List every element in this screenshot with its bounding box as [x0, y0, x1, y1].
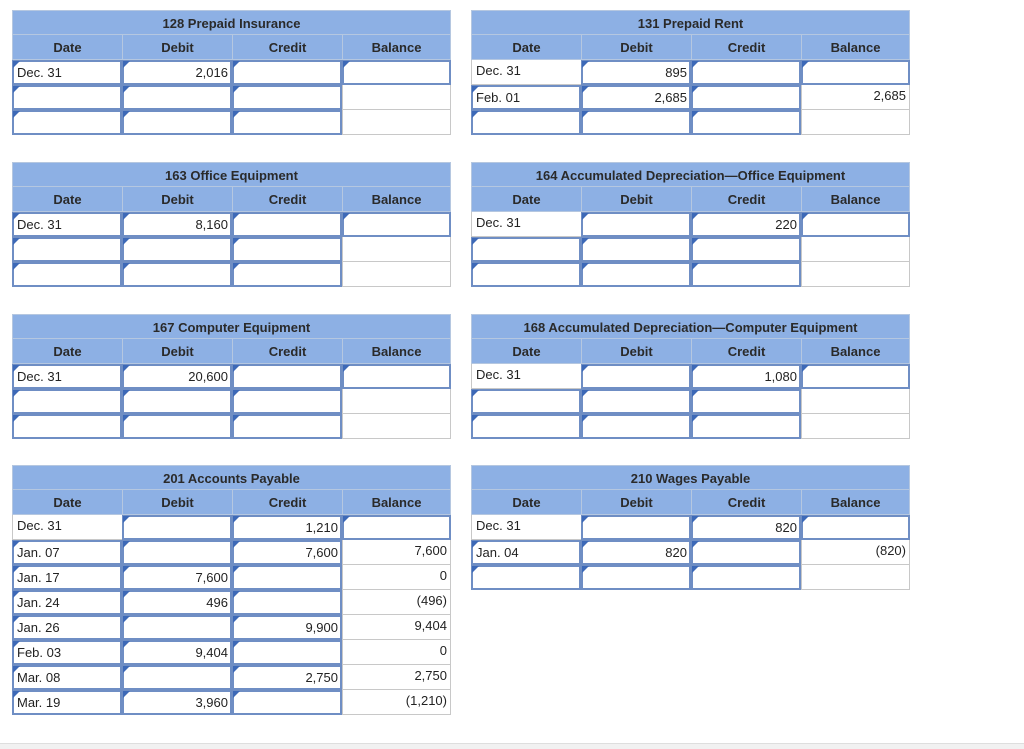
- row-2-credit-input[interactable]: [691, 389, 801, 414]
- column-header-credit: Credit: [691, 339, 801, 364]
- row-2-balance-cell: [801, 389, 910, 414]
- ledger-prepaid-rent: [471, 10, 910, 135]
- row-1-date-input[interactable]: Dec. 31: [12, 364, 122, 389]
- column-header-credit: Credit: [232, 35, 342, 60]
- row-3-date-input[interactable]: [12, 110, 122, 135]
- row-7-credit-input[interactable]: 2,750: [232, 665, 342, 690]
- row-1-date-input[interactable]: Dec. 31: [12, 60, 122, 85]
- row-2-credit-input[interactable]: [232, 389, 342, 414]
- row-1-date-cell: Dec. 31: [471, 212, 581, 237]
- row-3-date-input[interactable]: [12, 262, 122, 287]
- row-3-date-input[interactable]: [471, 262, 581, 287]
- row-2-balance-cell: [801, 237, 910, 262]
- row-4-date-input[interactable]: Jan. 24: [12, 590, 122, 615]
- column-header-credit: Credit: [691, 187, 801, 212]
- row-2-credit-input[interactable]: [232, 237, 342, 262]
- column-header-debit: Debit: [122, 490, 232, 515]
- row-3-balance-cell: 0: [342, 565, 451, 590]
- row-1-credit-input[interactable]: 220: [691, 212, 801, 237]
- row-2-date-input[interactable]: Jan. 04: [471, 540, 581, 565]
- column-header-balance: Balance: [342, 35, 451, 60]
- ledger-title: 128 Prepaid Insurance: [12, 10, 451, 35]
- row-3-credit-input[interactable]: [232, 262, 342, 287]
- row-3-debit-input[interactable]: 7,600: [122, 565, 232, 590]
- column-header-debit: Debit: [581, 187, 691, 212]
- row-1-debit-input[interactable]: 8,160: [122, 212, 232, 237]
- ledger-title: 131 Prepaid Rent: [471, 10, 910, 35]
- column-header-debit: Debit: [581, 339, 691, 364]
- row-2-date-input[interactable]: [12, 389, 122, 414]
- row-1-balance-input[interactable]: [342, 212, 451, 237]
- row-6-credit-input[interactable]: [232, 640, 342, 665]
- row-6-balance-cell: 0: [342, 640, 451, 665]
- column-header-credit: Credit: [232, 490, 342, 515]
- ledger-title: 163 Office Equipment: [12, 162, 451, 187]
- row-2-date-input[interactable]: [471, 389, 581, 414]
- row-5-credit-input[interactable]: 9,900: [232, 615, 342, 640]
- ledger-office-equipment: [12, 162, 451, 287]
- row-2-credit-input[interactable]: [691, 85, 801, 110]
- row-4-balance-cell: (496): [342, 590, 451, 615]
- row-6-debit-input[interactable]: 9,404: [122, 640, 232, 665]
- row-1-debit-input[interactable]: [122, 515, 232, 540]
- row-1-debit-input[interactable]: 2,016: [122, 60, 232, 85]
- row-3-balance-cell: [801, 262, 910, 287]
- row-2-date-input[interactable]: [12, 85, 122, 110]
- row-3-credit-input[interactable]: [691, 262, 801, 287]
- row-2-debit-input[interactable]: [122, 85, 232, 110]
- row-7-debit-input[interactable]: [122, 665, 232, 690]
- row-4-debit-input[interactable]: 496: [122, 590, 232, 615]
- row-2-debit-input[interactable]: [122, 540, 232, 565]
- row-2-date-input[interactable]: Jan. 07: [12, 540, 122, 565]
- row-7-balance-cell: 2,750: [342, 665, 451, 690]
- column-header-date: Date: [12, 35, 122, 60]
- row-2-balance-cell: [342, 389, 451, 414]
- ledger-title: 168 Accumulated Depreciation—Computer Equipment: [471, 314, 910, 339]
- column-header-date: Date: [12, 339, 122, 364]
- column-header-debit: Debit: [581, 35, 691, 60]
- row-2-credit-input[interactable]: [691, 237, 801, 262]
- row-1-balance-input[interactable]: [342, 515, 451, 540]
- column-header-balance: Balance: [801, 35, 910, 60]
- row-8-date-input[interactable]: Mar. 19: [12, 690, 122, 715]
- row-3-credit-input[interactable]: [232, 110, 342, 135]
- row-2-debit-input[interactable]: [581, 389, 691, 414]
- row-2-balance-cell: 2,685: [801, 85, 910, 110]
- row-3-credit-input[interactable]: [232, 565, 342, 590]
- row-2-date-input[interactable]: Feb. 01: [471, 85, 581, 110]
- column-header-debit: Debit: [122, 35, 232, 60]
- row-1-balance-input[interactable]: [801, 515, 910, 540]
- column-header-date: Date: [471, 187, 581, 212]
- ledger-computer-equipment: [12, 314, 451, 439]
- row-1-debit-input[interactable]: 20,600: [122, 364, 232, 389]
- column-header-balance: Balance: [801, 339, 910, 364]
- row-1-balance-input[interactable]: [801, 212, 910, 237]
- row-7-date-input[interactable]: Mar. 08: [12, 665, 122, 690]
- row-1-credit-input[interactable]: 1,210: [232, 515, 342, 540]
- row-3-debit-input[interactable]: [581, 262, 691, 287]
- row-6-date-input[interactable]: Feb. 03: [12, 640, 122, 665]
- row-1-balance-input[interactable]: [801, 364, 910, 389]
- row-1-date-input[interactable]: Dec. 31: [12, 212, 122, 237]
- column-header-date: Date: [12, 490, 122, 515]
- row-2-balance-cell: 7,600: [342, 540, 451, 565]
- row-1-balance-input[interactable]: [342, 364, 451, 389]
- footer-divider: [0, 743, 1024, 749]
- column-header-credit: Credit: [691, 490, 801, 515]
- ledger-title: 201 Accounts Payable: [12, 465, 451, 490]
- row-1-date-cell: Dec. 31: [471, 364, 581, 389]
- column-header-balance: Balance: [801, 187, 910, 212]
- row-3-debit-input[interactable]: [581, 110, 691, 135]
- row-5-balance-cell: 9,404: [342, 615, 451, 640]
- row-1-date-cell: Dec. 31: [471, 60, 581, 85]
- row-1-debit-input[interactable]: [581, 212, 691, 237]
- column-header-date: Date: [471, 339, 581, 364]
- row-1-balance-input[interactable]: [801, 60, 910, 85]
- row-3-balance-cell: [801, 414, 910, 439]
- column-header-balance: Balance: [801, 490, 910, 515]
- row-3-credit-input[interactable]: [691, 110, 801, 135]
- ledger-title: 167 Computer Equipment: [12, 314, 451, 339]
- column-header-date: Date: [471, 35, 581, 60]
- row-1-credit-input[interactable]: [691, 60, 801, 85]
- row-3-date-input[interactable]: [471, 414, 581, 439]
- row-2-debit-input[interactable]: [581, 237, 691, 262]
- row-3-balance-cell: [342, 262, 451, 287]
- column-header-balance: Balance: [342, 187, 451, 212]
- row-2-debit-input[interactable]: 820: [581, 540, 691, 565]
- row-3-debit-input[interactable]: [122, 414, 232, 439]
- row-1-credit-input[interactable]: [232, 60, 342, 85]
- ledger-accum-depr-office-equipment: [471, 162, 910, 287]
- ledger-wages-payable: [471, 465, 910, 590]
- column-header-debit: Debit: [122, 339, 232, 364]
- ledger-title: 164 Accumulated Depreciation—Office Equipment: [471, 162, 910, 187]
- row-2-debit-input[interactable]: [122, 237, 232, 262]
- row-4-credit-input[interactable]: [232, 590, 342, 615]
- row-2-balance-cell: [342, 85, 451, 110]
- row-1-date-cell: Dec. 31: [12, 515, 122, 540]
- row-1-credit-input[interactable]: 820: [691, 515, 801, 540]
- row-3-date-input[interactable]: [471, 565, 581, 590]
- column-header-date: Date: [12, 187, 122, 212]
- row-1-date-cell: Dec. 31: [471, 515, 581, 540]
- column-header-balance: Balance: [342, 339, 451, 364]
- row-2-date-input[interactable]: [12, 237, 122, 262]
- row-3-balance-cell: [342, 414, 451, 439]
- row-2-debit-input[interactable]: 2,685: [581, 85, 691, 110]
- column-header-date: Date: [471, 490, 581, 515]
- row-3-balance-cell: [342, 110, 451, 135]
- row-2-credit-input[interactable]: [232, 85, 342, 110]
- row-1-credit-input[interactable]: [232, 364, 342, 389]
- row-2-balance-cell: (820): [801, 540, 910, 565]
- row-3-date-input[interactable]: [471, 110, 581, 135]
- row-3-credit-input[interactable]: [691, 565, 801, 590]
- row-2-balance-cell: [342, 237, 451, 262]
- row-3-debit-input[interactable]: [581, 565, 691, 590]
- row-3-credit-input[interactable]: [691, 414, 801, 439]
- row-1-debit-input[interactable]: [581, 364, 691, 389]
- ledger-title: 210 Wages Payable: [471, 465, 910, 490]
- column-header-balance: Balance: [342, 490, 451, 515]
- row-2-credit-input[interactable]: 7,600: [232, 540, 342, 565]
- row-3-debit-input[interactable]: [581, 414, 691, 439]
- row-1-credit-input[interactable]: 1,080: [691, 364, 801, 389]
- column-header-credit: Credit: [232, 339, 342, 364]
- row-1-debit-input[interactable]: [581, 515, 691, 540]
- row-3-credit-input[interactable]: [232, 414, 342, 439]
- row-8-debit-input[interactable]: 3,960: [122, 690, 232, 715]
- row-2-debit-input[interactable]: [122, 389, 232, 414]
- ledger-prepaid-insurance: [12, 10, 451, 135]
- row-8-credit-input[interactable]: [232, 690, 342, 715]
- row-1-balance-input[interactable]: [342, 60, 451, 85]
- column-header-debit: Debit: [122, 187, 232, 212]
- row-3-balance-cell: [801, 565, 910, 590]
- row-3-debit-input[interactable]: [122, 262, 232, 287]
- row-1-credit-input[interactable]: [232, 212, 342, 237]
- ledger-accounts-payable: [12, 465, 451, 715]
- column-header-credit: Credit: [691, 35, 801, 60]
- row-3-balance-cell: [801, 110, 910, 135]
- row-8-balance-cell: (1,210): [342, 690, 451, 715]
- row-5-date-input[interactable]: Jan. 26: [12, 615, 122, 640]
- row-5-debit-input[interactable]: [122, 615, 232, 640]
- row-3-debit-input[interactable]: [122, 110, 232, 135]
- row-3-date-input[interactable]: Jan. 17: [12, 565, 122, 590]
- row-2-credit-input[interactable]: [691, 540, 801, 565]
- column-header-debit: Debit: [581, 490, 691, 515]
- row-3-date-input[interactable]: [12, 414, 122, 439]
- row-1-debit-input[interactable]: 895: [581, 60, 691, 85]
- ledger-accum-depr-computer-equipment: [471, 314, 910, 439]
- column-header-credit: Credit: [232, 187, 342, 212]
- row-2-date-input[interactable]: [471, 237, 581, 262]
